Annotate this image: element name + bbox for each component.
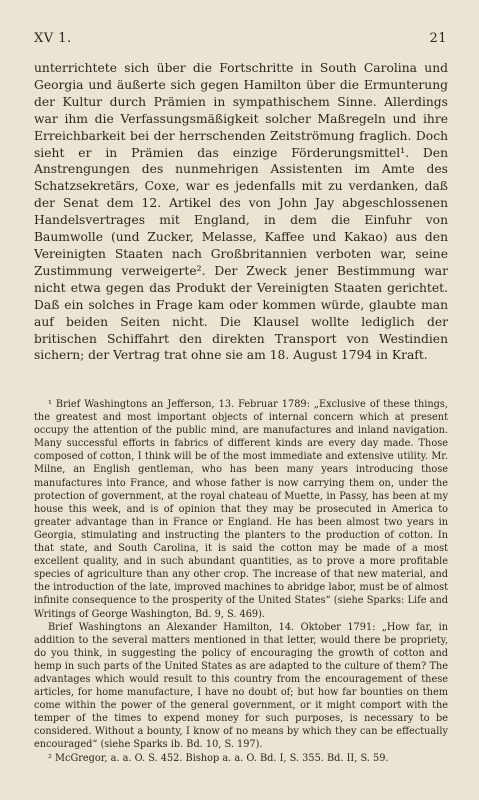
footnotes [34,398,448,765]
page-number: 21 [429,31,447,46]
running-header [34,31,447,46]
footnote-2: ² McGregor, a. a. O. S. 452. Bishop a. a. O. Bd. I, S. 355. Bd. II, S. 59. [48,752,389,764]
footnote-1-continuation: Brief Washingtons an Alexander Hamilton, 14. Oktober 1791: „How far, in addition to the several matters mentioned in that letter, would there be propriety, do you think, in suggesting the policy of encouraging the growth of cotton and hemp in such parts of the United States as are adapted to the culture of them? The advantages which would result to this country from the encouragement of these articles, for home manufacture, I have no doubt of; but how far bounties on them come within the power of the general government, or it might comport with the temper of the times to expend money for such purposes, is necessary to be considered. Without a bounty, I know of no means by which they can be effectually encouraged“ (siehe Sparks ib. Bd. 10, S. 197). [34,621,448,751]
page-section-label: XV 1. [34,31,72,46]
body-paragraph: unterrichtete sich über die Fortschritte in South Carolina und Georgia und äußerte sich gegen Hamilton über die Ermunterung der Kultur durch Prämien in sympathischem Sinne. Allerdings war ihm die Verfassungsmäßigkeit solcher Maßregeln und ihre Erreichbarkeit bei der herrschenden Zeitströmung fraglich. Doch sieht er in Prämien das einzige Förderungsmittel¹. Den Anstrengungen des nunmehrigen Assistenten im Amte des Schatzsekretärs, Coxe, war es jedenfalls mit zu verdanken, daß der Senat dem 12. Artikel des von John Jay abgeschlossenen Handelsvertrages mit England, in dem die Einfuhr von Baumwolle (und Zucker, Melasse, Kaffee und Kakao) aus den Vereinigten Staaten nach Großbritannien verboten war, seine Zustimmung verweigerte². Der Zweck jener Bestimmung war nicht etwa gegen das Produkt der Vereinigten Staaten gerichtet. Daß ein solches in Frage kam oder kommen würde, glaubte man auf beiden Seiten nicht. Die Klausel wollte lediglich der britischen Schiffahrt den direkten Transport von Westindien sichern; der Vertrag trat ohne sie am 18. August 1794 in Kraft. [34,61,448,363]
footnote-1: ¹ Brief Washingtons an Jefferson, 13. Februar 1789: „Exclusive of these things, the greatest and most important objects of internal concern which at present occupy the attention of the public mind, are manufactures and inland navigation. Many successful efforts in fabrics of different kinds are every day made. Those composed of cotton, I think will be of the most immediate and extensive utility. Mr. Milne, an English gentleman, who has been many years introducing those manufactures into France, and whose father is now carrying them on, under the protection of government, at the royal chateau of Muette, in Passy, has been at my house this week, and is of opinion that they may be prosecuted in America to greater advantage than in France or England. He has been almost two years in Georgia, stimulating and instructing the planters to the production of cotton. In that state, and South Carolina, it is said the cotton may be made of a most excellent quality, and in such abundant quantities, as to prove a more profitable species of agriculture than any other crop. The increase of that new material, and the introduction of the late, improved machines to abridge labor, must be of almost infinite consequence to the prosperity of the United States“ (siehe Sparks: Life and Writings of George Washington, Bd. 9, S. 469). [34,399,448,620]
main-text [34,60,448,364]
